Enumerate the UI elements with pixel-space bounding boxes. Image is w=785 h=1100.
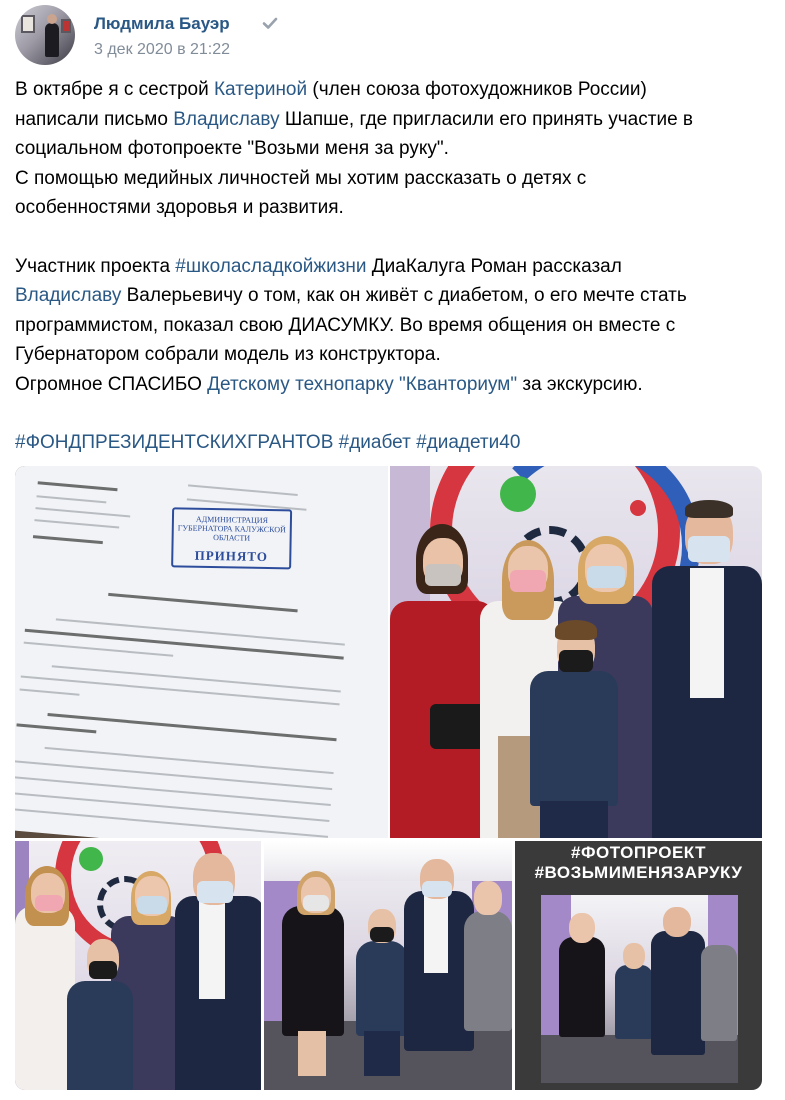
- mention-link[interactable]: Детскому технопарку "Кванториум": [207, 373, 518, 395]
- mention-link[interactable]: Владиславу: [173, 108, 280, 130]
- hashtag-link[interactable]: #ФОНДПРЕЗИДЕНТСКИХГРАНТОВ: [15, 432, 334, 453]
- photo-corridor[interactable]: [264, 841, 512, 1090]
- verified-check-icon: [260, 13, 280, 33]
- post-date[interactable]: 3 дек 2020 в 21:22: [94, 41, 231, 58]
- post-header: [15, 5, 770, 65]
- photo-project-overlay[interactable]: [515, 841, 762, 1090]
- overlay-tag-2: #ВОЗЬМИМЕНЯЗАРУКУ: [534, 863, 743, 882]
- avatar[interactable]: [15, 5, 75, 65]
- author-name[interactable]: Людмила Бауэр: [94, 14, 230, 33]
- post-text: В октябре я с сестрой Катериной (член союза фотохудожников России) написали письмо Владиславу Шапше, где пригласили его принять участие в социальном фотопроекте "Возьми меня за руку". С помощью медийных личностей мы хотим рассказать о детях с особенностями здоровья и развития. Участник проекта #школасладкойжизни ДиаКалуга Роман рассказал Владиславу Валерьевичу о том, как он живёт с диабетом, о его мечте стать программистом, показал свою ДИАСУМКУ. Во время общения он вместе с Губернатором собрали модель из конструктора. Огромное СПАСИБО Детскому технопарку "Кванториум" за экскурсию. #ФОНДПРЕЗИДЕНТСКИХГРАНТОВ #диабет #диадети40: [15, 79, 694, 453]
- photo-letter[interactable]: [15, 466, 388, 838]
- mention-link[interactable]: Владиславу: [15, 285, 122, 306]
- photo-group[interactable]: [390, 466, 762, 838]
- photo-grid: [15, 466, 762, 1090]
- photo-handshake[interactable]: [15, 841, 261, 1090]
- hashtag-link[interactable]: #диабет: [338, 432, 411, 453]
- acceptance-stamp: АДМИНИСТРАЦИЯ ГУБЕРНАТОРА КАЛУЖСКОЙ ОБЛАСТИ ПРИНЯТО: [171, 507, 292, 569]
- overlay-tag-1: #ФОТОПРОЕКТ: [571, 843, 706, 862]
- hashtag-link[interactable]: #школасладкойжизни: [175, 255, 367, 277]
- hashtag-link[interactable]: #диадети40: [416, 432, 521, 453]
- mention-link[interactable]: Катериной: [213, 79, 308, 100]
